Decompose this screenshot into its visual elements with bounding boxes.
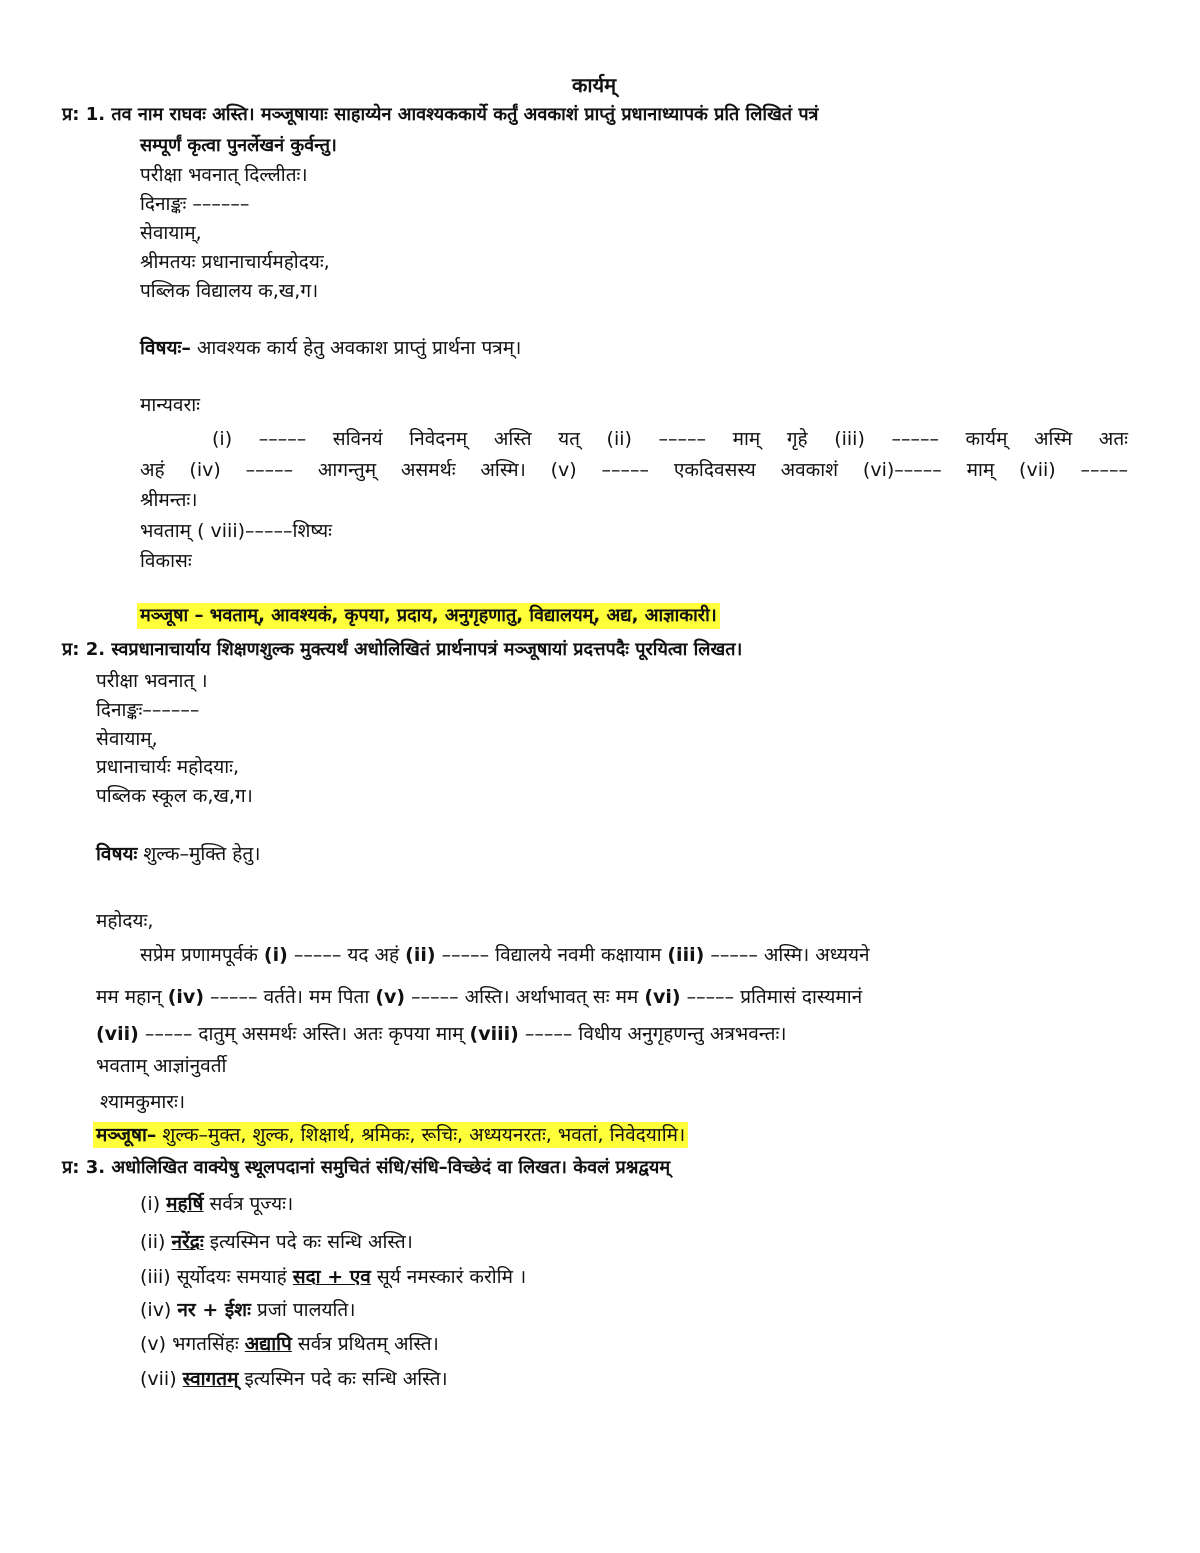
q2-school: पब्लिक स्कूल क,ख,ग। (96, 785, 253, 807)
q3-item-text: इत्यस्मिन पदे कः सन्धि अस्ति। (203, 1231, 413, 1253)
q2-text: ––––– वर्तते। मम पिता (204, 986, 376, 1008)
q3-item-num: (i) (140, 1193, 167, 1215)
q1-manjusha: मञ्जूषा – भवताम्, आवश्यकं, कृपया, प्रदाय, अनुगृहणातु, विद्यालयम्, अद्य, आज्ञाकारी। (137, 603, 720, 629)
blank-marker: (ii) (405, 944, 436, 966)
q1-school: पब्लिक विद्यालय क,ख,ग। (140, 280, 319, 302)
q2-name: श्यामकुमारः। (100, 1091, 186, 1113)
q1-name: विकासः (140, 550, 192, 572)
q3-item (140, 1191, 293, 1217)
page-title: कार्यम् (572, 73, 617, 97)
q2-date: दिनाङ्कः–––––– (96, 699, 200, 721)
q3-item-bold-word: सदा + एव (292, 1266, 371, 1288)
q2-from: परीक्षा भवनात् । (96, 670, 208, 692)
q3-item-text: सर्वत्र पूज्यः। (203, 1193, 294, 1215)
q2-subject (96, 841, 260, 867)
q1-body-line2: अहं (iv) ––––– आगन्तुम् असमर्थः अस्मि। (v) ––––– एकदिवसस्य अवकाशं (vi)––––– माम् (vii) ––––– (140, 459, 1128, 481)
q2-text: ––––– अस्मि। अध्ययने (704, 944, 870, 966)
blank-marker: (iii) (667, 944, 705, 966)
q2-text: ––––– विद्यालये नवमी कक्षायाम (435, 944, 668, 966)
q3-item-bold-word: नर + ईशः (177, 1299, 251, 1321)
q1-subject-label: विषयः– (140, 337, 191, 359)
q3-heading: प्र: 3. अधोलिखित वाक्येषु स्थूलपदानां समुचितं संधि/संधि–विच्छेदं वा लिखत। केवलं प्रश्नद्वयम् (62, 1157, 671, 1178)
q1-from: परीक्षा भवनात् दिल्लीतः। (140, 164, 308, 186)
q2-manjusha-label: मञ्जूषा– (96, 1124, 157, 1146)
q2-sevayam: सेवायाम्, (96, 728, 158, 750)
q3-item-bold-word: नरेंद्रः (171, 1231, 204, 1253)
q2-text: ––––– अस्ति। अर्थाभावत् सः मम (405, 986, 645, 1008)
blank-marker: (vi) (644, 986, 681, 1008)
q3-item-text: इत्यस्मिन पदे कः सन्धि अस्ति। (238, 1368, 448, 1390)
blank-marker: (i) (263, 944, 288, 966)
q1-date: दिनाङ्कः –––––– (140, 193, 250, 215)
q2-text: मम महान् (96, 986, 168, 1008)
q3-item-bold-word: अद्यापि (244, 1333, 292, 1355)
q3-item (140, 1264, 526, 1290)
q2-body-line3 (96, 1021, 787, 1047)
q1-closing: भवताम् ( viii)–––––शिष्यः (140, 520, 332, 542)
q3-item (140, 1229, 413, 1255)
q1-heading-line2: सम्पूर्णं कृत्वा पुनर्लेखनं कुर्वन्तु। (140, 135, 337, 156)
q2-addressee: प्रधानाचार्यः महोदयाः, (96, 756, 240, 778)
q3-item-num: (ii) (140, 1231, 172, 1253)
blank-marker: (vii) (96, 1023, 139, 1045)
q2-body-line2 (96, 984, 1130, 1010)
q2-closing: भवताम् आज्ञांनुवर्ती (96, 1055, 227, 1077)
q2-heading: प्र: 2. स्वप्रधानाचार्याय शिक्षणशुल्क मुक्त्यर्थं अधोलिखितं प्रार्थनापत्रं मञ्जूषायां प्रदत्तपदैः पूरयित्वा लिखत। (62, 639, 743, 660)
q1-heading-line1: प्र: 1. तव नाम राघवः अस्ति। मञ्जूषायाः साहाय्येन आवश्यककार्ये कर्तुं अवकाशं प्राप्तुं प्रधानाध्यापकं प्रति लिखितं पत्रं (62, 104, 819, 125)
q1-subject-text: आवश्यक कार्य हेतु अवकाश प्राप्तुं प्रार्थना पत्रम्। (196, 337, 522, 359)
q2-text: ––––– यद अहं (287, 944, 406, 966)
q3-item-bold-word: महर्षि (166, 1193, 204, 1215)
q3-item-num: (iv) (140, 1299, 178, 1321)
q3-item-bold-word: स्वागतम् (182, 1368, 239, 1390)
q3-item (140, 1331, 439, 1357)
q2-manjusha (93, 1122, 688, 1148)
q3-item-num: (v) भगतसिंहः (140, 1333, 245, 1355)
q3-item-num: (vii) (140, 1368, 183, 1390)
q3-item-text: प्रजां पालयति। (250, 1299, 356, 1321)
q1-body-line1: (i) ––––– सविनयं निवेदनम् अस्ति यत् (ii) ––––– माम् गृहे (iii) ––––– कार्यम् अस्मि अतः (212, 428, 1128, 450)
q2-body-line1 (140, 942, 1130, 968)
q2-manjusha-text: शुल्क–मुक्त, शुल्क, शिक्षार्थ, श्रमिकः, रूचिः, अध्ययनरतः, भवतां, निवेदयामि। (156, 1124, 686, 1146)
blank-marker: (viii) (469, 1023, 519, 1045)
q3-item (140, 1297, 355, 1323)
q2-text: ––––– दातुम् असमर्थः अस्ति। अतः कृपया माम् (138, 1023, 470, 1045)
q3-item-text: सूर्य नमस्कारं करोमि । (370, 1266, 527, 1288)
q2-text: सप्रेम प्रणामपूर्वकं (140, 944, 264, 966)
q2-subject-label: विषयः (96, 843, 138, 865)
q1-addressee: श्रीमतयः प्रधानाचार्यमहोदयः, (140, 251, 330, 273)
q3-item (140, 1366, 448, 1392)
q2-text: ––––– प्रतिमासं दास्यमानं (680, 986, 863, 1008)
q2-text: ––––– विधीय अनुगृहणन्तु अत्रभवन्तः। (518, 1023, 787, 1045)
blank-marker: (v) (375, 986, 406, 1008)
q1-subject (140, 335, 521, 361)
q1-salutation: मान्यवराः (140, 394, 201, 416)
q3-item-text: सर्वत्र प्रथितम् अस्ति। (291, 1333, 439, 1355)
q1-body-line3: श्रीमन्तः। (140, 489, 198, 511)
q3-item-num: (iii) सूर्योदयः समयाहं (140, 1266, 293, 1288)
q2-subject-text: शुल्क–मुक्ति हेतु। (143, 843, 261, 865)
q2-salutation: महोदयः, (96, 910, 154, 932)
blank-marker: (iv) (167, 986, 204, 1008)
q1-sevayam: सेवायाम्, (140, 222, 202, 244)
